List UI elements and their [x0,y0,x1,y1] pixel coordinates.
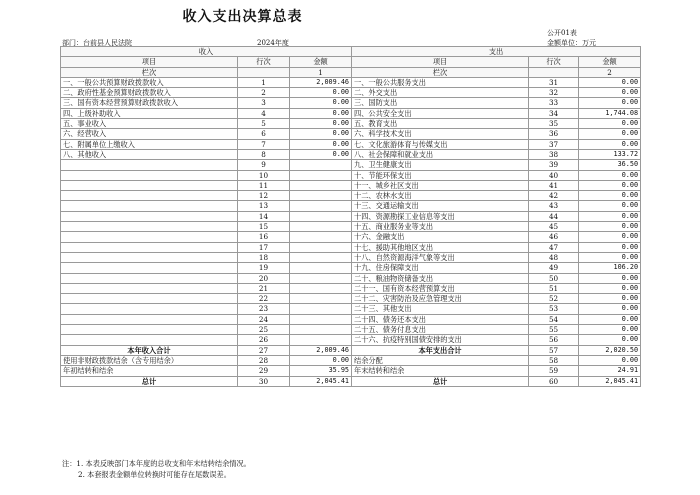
income-item: 六、经营收入 [61,129,238,139]
income-line-no: 17 [238,242,290,252]
income-item [61,211,238,221]
table-row [61,252,641,262]
income-item [61,252,238,262]
income-amount [290,273,352,283]
income-amount: 0.00 [290,108,352,118]
table-row [61,180,641,190]
expense-item: 四、公共安全支出 [352,108,529,118]
total-row [61,366,641,376]
income-line-no: 4 [238,108,290,118]
total-row [61,376,641,386]
expense-line-blank [529,67,579,77]
expense-line-no: 54 [529,314,579,324]
table-row [61,294,641,304]
expense-line-no: 60 [529,376,579,386]
income-amount: 0.00 [290,129,352,139]
expense-item: 十四、资源勘探工业信息等支出 [352,211,529,221]
expense-item: 十、节能环保支出 [352,170,529,180]
income-line-no: 24 [238,314,290,324]
table-row [61,77,641,87]
expense-amount: 1,744.08 [579,108,641,118]
table-row [61,325,641,335]
income-amount [290,232,352,242]
expense-item: 二十四、债务还本支出 [352,314,529,324]
department-label: 部门：台前县人民法院 [62,39,132,47]
income-amount [290,211,352,221]
table-row [61,201,641,211]
expense-item: 二十六、抗疫特别国债安排的支出 [352,335,529,345]
income-line-no: 30 [238,376,290,386]
table-row [61,273,641,283]
table-row [61,108,641,118]
expense-line-no: 43 [529,201,579,211]
table-row [61,222,641,232]
income-item: 总计 [61,376,238,386]
income-amount-header: 金额 [290,57,352,67]
expense-item: 十一、城乡社区支出 [352,180,529,190]
income-amount [290,201,352,211]
income-amount: 0.00 [290,98,352,108]
income-amount: 2,009.46 [290,345,352,355]
income-item [61,242,238,252]
expense-item: 二十、粮油物资储备支出 [352,273,529,283]
table-row [61,242,641,252]
expense-amount: 0.00 [579,304,641,314]
expense-line-no: 51 [529,283,579,293]
table-row [61,160,641,170]
expense-line-header: 行次 [529,57,579,67]
report-page [60,0,640,495]
income-amount: 0.00 [290,149,352,159]
income-item [61,304,238,314]
income-expense-table [60,46,641,387]
income-item: 七、附属单位上缴收入 [61,139,238,149]
expense-item: 十二、农林水支出 [352,191,529,201]
income-line-no: 22 [238,294,290,304]
income-amount [290,191,352,201]
table-row [61,191,641,201]
expense-amount: 0.00 [579,273,641,283]
income-item [61,222,238,232]
expense-item: 七、文化旅游体育与传媒支出 [352,139,529,149]
income-line-no: 7 [238,139,290,149]
income-item: 三、国有资本经营预算财政拨款收入 [61,98,238,108]
income-line-no: 8 [238,149,290,159]
expense-amount: 133.72 [579,149,641,159]
expense-item: 八、社会保障和就业支出 [352,149,529,159]
expense-amount: 0.00 [579,119,641,129]
expense-item: 三、国防支出 [352,98,529,108]
table-row [61,263,641,273]
income-amount: 2,009.46 [290,77,352,87]
table-row [61,119,641,129]
income-item [61,314,238,324]
income-line-no: 13 [238,201,290,211]
income-amount [290,242,352,252]
table-row [61,88,641,98]
expense-line-no: 33 [529,98,579,108]
expense-item: 五、教育支出 [352,119,529,129]
report-title: 收入支出决算总表 [182,9,303,25]
income-item: 四、上级补助收入 [61,108,238,118]
income-col-number: 1 [290,67,352,77]
column-header-row [61,57,641,67]
income-line-no: 15 [238,222,290,232]
table-row [61,170,641,180]
expense-item: 总计 [352,376,529,386]
expense-amount: 0.00 [579,77,641,87]
table-row [61,211,641,221]
expense-line-no: 34 [529,108,579,118]
expense-section-header: 支出 [352,47,641,57]
expense-amount: 0.00 [579,191,641,201]
expense-amount: 0.00 [579,242,641,252]
income-line-no: 1 [238,77,290,87]
income-amount [290,283,352,293]
income-line-no: 16 [238,232,290,242]
expense-amount: 106.20 [579,263,641,273]
expense-item: 本年支出合计 [352,345,529,355]
expense-amount: 0.00 [579,129,641,139]
expense-amount: 0.00 [579,170,641,180]
year-label: 2024年度 [257,39,289,47]
income-item [61,180,238,190]
expense-amount: 0.00 [579,355,641,365]
table-row [61,283,641,293]
income-line-no: 29 [238,366,290,376]
income-line-no: 19 [238,263,290,273]
expense-line-no: 32 [529,88,579,98]
income-col-label: 栏次 [61,67,238,77]
income-item [61,294,238,304]
income-amount [290,335,352,345]
expense-item: 九、卫生健康支出 [352,160,529,170]
expense-amount: 2,045.41 [579,376,641,386]
income-item: 本年收入合计 [61,345,238,355]
expense-line-no: 58 [529,355,579,365]
income-item [61,283,238,293]
table-row [61,149,641,159]
table-row [61,139,641,149]
income-amount [290,160,352,170]
expense-line-no: 59 [529,366,579,376]
income-item [61,273,238,283]
total-row [61,345,641,355]
expense-amount: 0.00 [579,88,641,98]
footnotes [62,458,251,480]
expense-item: 二十五、债务付息支出 [352,325,529,335]
expense-amount: 0.00 [579,252,641,262]
expense-line-no: 35 [529,119,579,129]
expense-amount: 0.00 [579,139,641,149]
income-amount [290,314,352,324]
expense-line-no: 49 [529,263,579,273]
expense-amount: 0.00 [579,314,641,324]
expense-item: 十六、金融支出 [352,232,529,242]
expense-item: 十九、住房保障支出 [352,263,529,273]
income-item [61,232,238,242]
income-line-no: 27 [238,345,290,355]
expense-line-no: 52 [529,294,579,304]
expense-amount: 0.00 [579,211,641,221]
expense-amount: 2,020.50 [579,345,641,355]
income-line-no: 5 [238,119,290,129]
expense-line-no: 48 [529,252,579,262]
expense-amount: 0.00 [579,222,641,232]
table-row [61,98,641,108]
expense-item: 年末结转和结余 [352,366,529,376]
expense-line-no: 31 [529,77,579,87]
expense-amount: 24.91 [579,366,641,376]
income-line-no: 23 [238,304,290,314]
expense-amount: 0.00 [579,201,641,211]
expense-item: 十五、商业服务业等支出 [352,222,529,232]
expense-item: 二十二、灾害防治及应急管理支出 [352,294,529,304]
income-amount [290,222,352,232]
income-amount: 35.95 [290,366,352,376]
income-amount [290,252,352,262]
expense-line-no: 53 [529,304,579,314]
expense-item: 十三、交通运输支出 [352,201,529,211]
income-line-no: 12 [238,191,290,201]
income-item [61,170,238,180]
expense-amount: 0.00 [579,283,641,293]
income-line-header: 行次 [238,57,290,67]
income-section-header: 收入 [61,47,352,57]
expense-col-number: 2 [579,67,641,77]
income-item [61,325,238,335]
income-amount [290,180,352,190]
expense-amount: 0.00 [579,180,641,190]
income-amount [290,294,352,304]
expense-line-no: 39 [529,160,579,170]
section-header-row [61,47,641,57]
expense-item: 二十三、其他支出 [352,304,529,314]
expense-line-no: 45 [529,222,579,232]
income-line-no: 21 [238,283,290,293]
income-amount [290,325,352,335]
income-item [61,160,238,170]
expense-amount: 0.00 [579,294,641,304]
expense-amount: 0.00 [579,98,641,108]
income-amount: 0.00 [290,119,352,129]
income-line-blank [238,67,290,77]
expense-line-no: 36 [529,129,579,139]
expense-line-no: 46 [529,232,579,242]
expense-amount: 36.50 [579,160,641,170]
table-row [61,129,641,139]
expense-item: 一、一般公共服务支出 [352,77,529,87]
income-line-no: 28 [238,355,290,365]
income-item [61,263,238,273]
expense-item: 十七、援助其他地区支出 [352,242,529,252]
expense-line-no: 40 [529,170,579,180]
expense-line-no: 55 [529,325,579,335]
income-line-no: 26 [238,335,290,345]
income-amount [290,263,352,273]
income-item [61,201,238,211]
expense-item: 六、科学技术支出 [352,129,529,139]
expense-line-no: 44 [529,211,579,221]
income-amount: 2,045.41 [290,376,352,386]
income-line-no: 2 [238,88,290,98]
expense-line-no: 50 [529,273,579,283]
footnote-1: 注：1. 本表反映部门本年度的总收支和年末结转结余情况。 [62,459,251,468]
income-line-no: 11 [238,180,290,190]
footnote-2: 2. 本套报表金额单位转换时可能存在尾数误差。 [78,470,231,479]
income-item: 八、其他收入 [61,149,238,159]
expense-item: 结余分配 [352,355,529,365]
table-row [61,314,641,324]
income-line-no: 6 [238,129,290,139]
income-line-no: 3 [238,98,290,108]
income-item: 年初结转和结余 [61,366,238,376]
income-item: 一、一般公共预算财政拨款收入 [61,77,238,87]
expense-line-no: 42 [529,191,579,201]
total-row [61,355,641,365]
expense-amount: 0.00 [579,335,641,345]
income-amount: 0.00 [290,355,352,365]
income-amount: 0.00 [290,139,352,149]
income-line-no: 9 [238,160,290,170]
expense-item: 二十一、国有资本经营预算支出 [352,283,529,293]
income-item-header: 项目 [61,57,238,67]
income-line-no: 25 [238,325,290,335]
income-line-no: 14 [238,211,290,221]
expense-amount: 0.00 [579,325,641,335]
table-row [61,335,641,345]
income-item: 五、事业收入 [61,119,238,129]
form-number: 公开01表 [547,29,577,37]
expense-amount-header: 金额 [579,57,641,67]
expense-line-no: 41 [529,180,579,190]
expense-line-no: 38 [529,149,579,159]
income-amount: 0.00 [290,88,352,98]
income-item [61,335,238,345]
expense-col-label: 栏次 [352,67,529,77]
income-line-no: 10 [238,170,290,180]
income-amount [290,170,352,180]
column-index-row [61,67,641,77]
income-line-no: 20 [238,273,290,283]
income-line-no: 18 [238,252,290,262]
income-amount [290,304,352,314]
income-item [61,191,238,201]
expense-line-no: 37 [529,139,579,149]
expense-item: 二、外交支出 [352,88,529,98]
income-item: 二、政府性基金预算财政拨款收入 [61,88,238,98]
expense-line-no: 56 [529,335,579,345]
expense-line-no: 47 [529,242,579,252]
expense-item-header: 项目 [352,57,529,67]
table-row [61,232,641,242]
expense-item: 十八、自然资源海洋气象等支出 [352,252,529,262]
table-row [61,304,641,314]
unit-label: 金额单位：万元 [547,39,596,47]
income-item: 使用非财政拨款结余（含专用结余） [61,355,238,365]
expense-line-no: 57 [529,345,579,355]
expense-amount: 0.00 [579,232,641,242]
